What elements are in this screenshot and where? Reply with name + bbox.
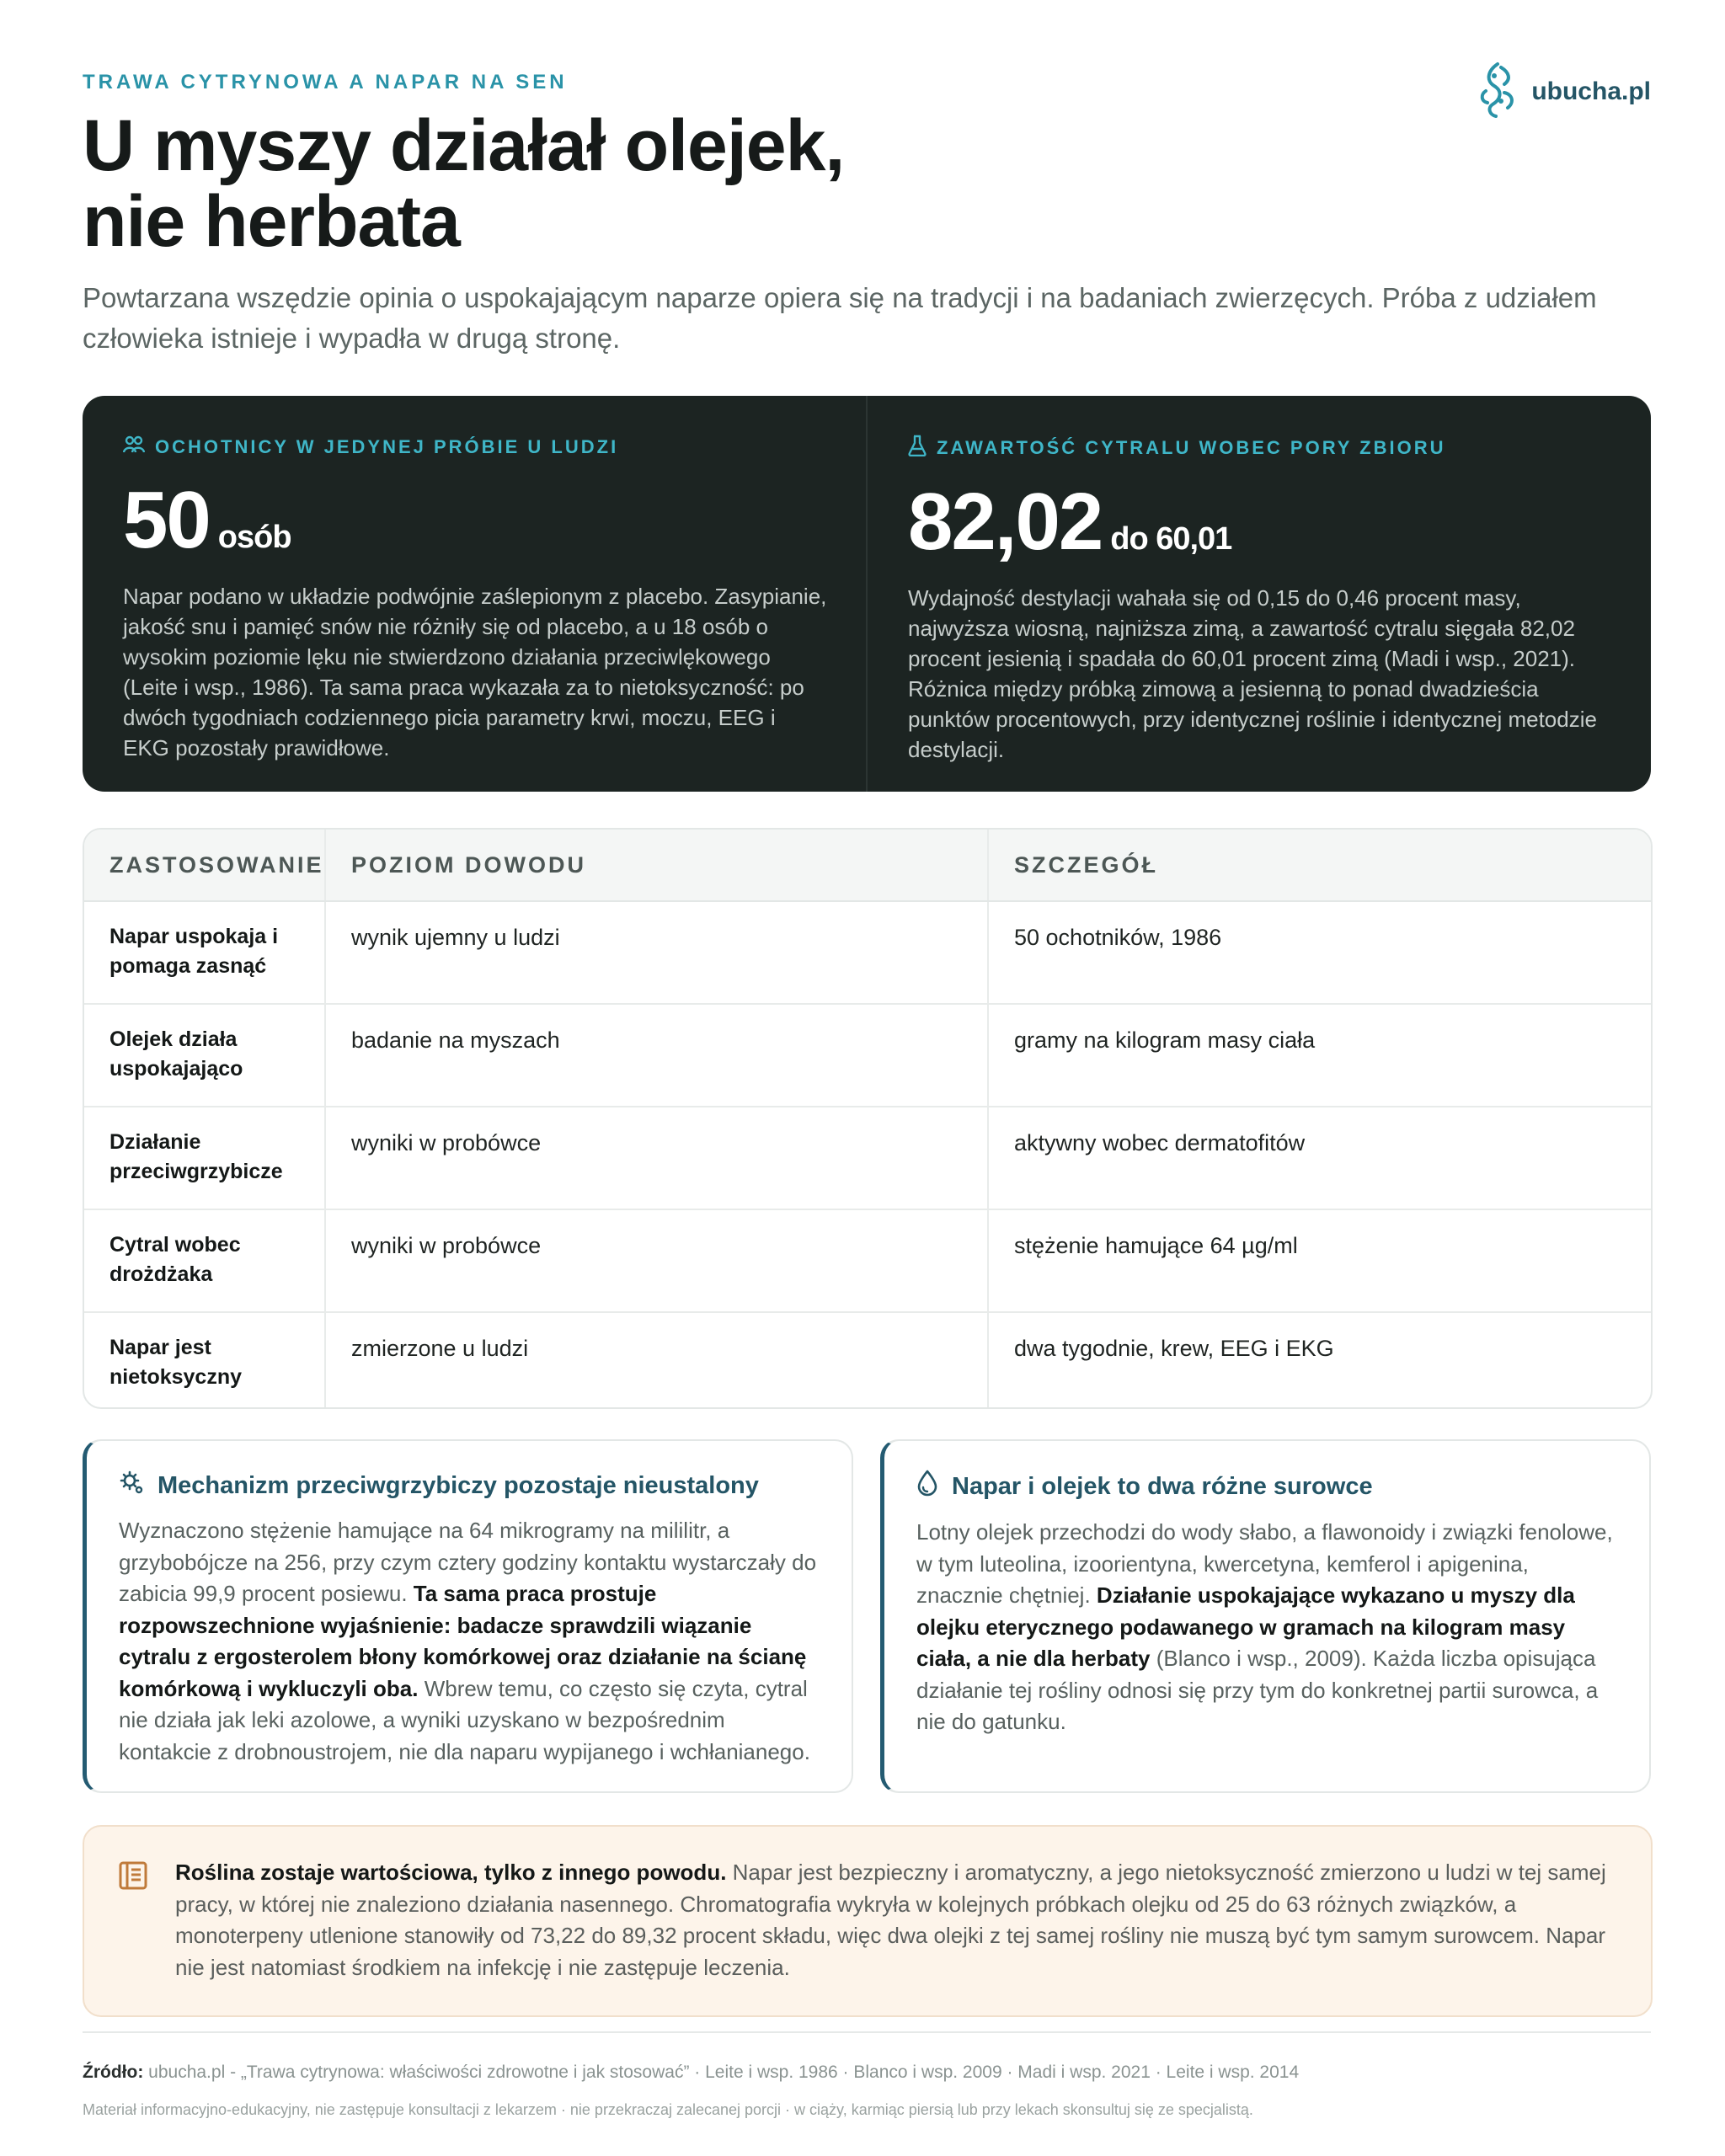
cell-detail: aktywny wobec dermatofitów xyxy=(988,1107,1651,1209)
cell-application: Olejek działa uspokajająco xyxy=(84,1004,325,1107)
lemongrass-logo-icon xyxy=(1476,59,1519,124)
stat-label: OCHOTNICY W JEDYNEJ PRÓBIE U LUDZI xyxy=(123,435,827,460)
cell-evidence-level: zmierzone u ludzi xyxy=(325,1312,988,1409)
people-icon xyxy=(123,435,145,460)
stats-panel xyxy=(83,396,1651,792)
table-row xyxy=(84,901,1651,1004)
page-title xyxy=(83,105,845,262)
stat-value xyxy=(908,477,1612,567)
stat-number: 82,02 xyxy=(908,477,1103,567)
table-row xyxy=(84,1004,1651,1107)
brand-logo[interactable] xyxy=(1476,59,1651,124)
summary-note xyxy=(83,1825,1653,2017)
stat-label: ZAWARTOŚĆ CYTRALU WOBEC PORY ZBIORU xyxy=(908,435,1612,462)
lead-paragraph: Powtarzana wszędzie opinia o uspokajającym naparze opiera się na tradycji i na badaniach zwierzęcych. Próba z udziałem człowieka istnieje i wypadła w drugą stronę. xyxy=(83,282,1597,354)
cell-detail: dwa tygodnie, krew, EEG i EKG xyxy=(988,1312,1651,1409)
stat-value xyxy=(123,475,827,565)
stat-unit: do 60,01 xyxy=(1110,521,1232,557)
drop-icon xyxy=(916,1470,938,1503)
document-icon xyxy=(118,1860,148,1895)
stat-citral xyxy=(866,396,1651,792)
stat-number: 50 xyxy=(123,475,210,565)
table-row xyxy=(84,1209,1651,1312)
cell-application: Cytral wobec drożdżaka xyxy=(84,1209,325,1312)
cell-evidence-level: wyniki w probówce xyxy=(325,1107,988,1209)
callout-title: Napar i olejek to dwa różne surowce xyxy=(916,1470,1621,1503)
disclaimer: Materiał informacyjno-edukacyjny, nie zastępuje konsultacji z lekarzem · nie przekraczaj zalecanej porcji · w ciąży, karmiąc piersią lub przy lekach skonsultuj się ze specjalistą. xyxy=(83,2101,1253,2118)
microbe-icon xyxy=(119,1470,144,1502)
table-row xyxy=(84,1107,1651,1209)
footer-divider xyxy=(83,2031,1651,2033)
column-header: SZCZEGÓŁ xyxy=(988,830,1651,901)
callout-antifungal xyxy=(83,1439,853,1793)
title-line-2: nie herbata xyxy=(83,181,460,262)
brand-name: ubucha.pl xyxy=(1531,77,1651,105)
note-text: Roślina zostaje wartościowa, tylko z innego powodu. Napar jest bezpieczny i aromatyczny, a jego nietoksyczność zmierzono u ludzi w tej samej pracy, w której nie znaleziono działania nasennego. Chromatografia wykryła w kolejnych próbkach olejku od 25 do 63 różnych związków, a monoterpeny utlenione stanowiły od 73,22 do 89,32 procent składu, więc dwa olejki z tej samej rośliny nie muszą być tym samym surowcem. Napar nie jest natomiast środkiem na infekcję i nie zastępuje leczenia. xyxy=(175,1860,1606,1980)
callout-text: Wyznaczono stężenie hamujące na 64 mikrogramy na mililitr, a grzybobójcze na 256, przy czym cztery godziny kontaktu wystarczały do zabicia 99,9 procent posiewu. Ta sama praca prostuje rozpowszechnione wyjaśnienie: badacze sprawdzili wiązanie cytralu z ergosterolem błony komórkowej oraz działanie na ścianę komórkową i wykluczyli oba. Wbrew temu, co często się czyta, cytral nie działa jak leki azolowe, a wyniki uzyskano w bezpośrednim kontakcie z drobnoustrojem, nie dla naparu wypijanego i wchłanianego. xyxy=(119,1518,817,1764)
cell-application: Napar jest nietoksyczny xyxy=(84,1312,325,1409)
cell-evidence-level: wyniki w probówce xyxy=(325,1209,988,1312)
column-header: ZASTOSOWANIE xyxy=(84,830,325,901)
stat-description: Wydajność destylacji wahała się od 0,15 do 0,46 procent masy, najwyższa wiosną, najniższa zimą, a zawartość cytralu sięgała 82,02 procent jesienią i spadała do 60,01 procent zimą (Madi i wsp., 2021). Różnica między próbką zimową a jesienną to ponad dwadzieścia punktów procentowych, przy identycznej roślinie i identycznej metodzie destylacji. xyxy=(908,585,1597,762)
callout-raw-materials xyxy=(880,1439,1651,1793)
eyebrow: TRAWA CYTRYNOWA A NAPAR NA SEN xyxy=(83,71,568,93)
cell-detail: stężenie hamujące 64 µg/ml xyxy=(988,1209,1651,1312)
cell-application: Działanie przeciwgrzybicze xyxy=(84,1107,325,1209)
stat-unit: osób xyxy=(217,520,291,555)
cell-detail: gramy na kilogram masy ciała xyxy=(988,1004,1651,1107)
evidence-table xyxy=(83,828,1653,1409)
stat-description: Napar podano w układzie podwójnie zaślepionym z placebo. Zasypianie, jakość snu i pamięć snów nie różniły się od placebo, a u 18 osób o wysokim poziomie lęku nie stwierdzono działania przeciwlękowego (Leite i wsp., 1986). Ta sama praca wykazała za to nietoksyczność: po dwóch tygodniach codziennego picia parametry krwi, moczu, EEG i EKG pozostały prawidłowe. xyxy=(123,584,827,760)
cell-evidence-level: badanie na myszach xyxy=(325,1004,988,1107)
cell-application: Napar uspokaja i pomaga zasnąć xyxy=(84,901,325,1004)
table-header-row xyxy=(84,830,1651,901)
callouts xyxy=(83,1439,1651,1793)
cell-detail: 50 ochotników, 1986 xyxy=(988,901,1651,1004)
source-line: Źródło: ubucha.pl - „Trawa cytrynowa: właściwości zdrowotne i jak stosować” · Leite i wsp. 1986 · Blanco i wsp. 2009 · Madi i wsp. 2021 · Leite i wsp. 2014 xyxy=(83,2063,1300,2082)
callout-title: Mechanizm przeciwgrzybiczy pozostaje nieustalony xyxy=(119,1470,823,1502)
column-header: POZIOM DOWODU xyxy=(325,830,988,901)
callout-text: Lotny olejek przechodzi do wody słabo, a flawonoidy i związki fenolowe, w tym luteolina, izoorientyna, kwercetyna, kemferol i apigenina, znacznie chętniej. Działanie uspokajające wykazano u myszy dla olejku eterycznego podawanego w gramach na kilogram masy ciała, a nie dla herbaty (Blanco i wsp., 2009). Każda liczba opisująca działanie tej rośliny odnosi się przy tym do konkretnej partii surowca, a nie do gatunku. xyxy=(916,1519,1613,1734)
cell-evidence-level: wynik ujemny u ludzi xyxy=(325,901,988,1004)
stat-volunteers xyxy=(83,396,866,792)
flask-icon xyxy=(908,435,927,462)
title-line-1: U myszy działał olejek, xyxy=(83,105,845,186)
table-row xyxy=(84,1312,1651,1409)
